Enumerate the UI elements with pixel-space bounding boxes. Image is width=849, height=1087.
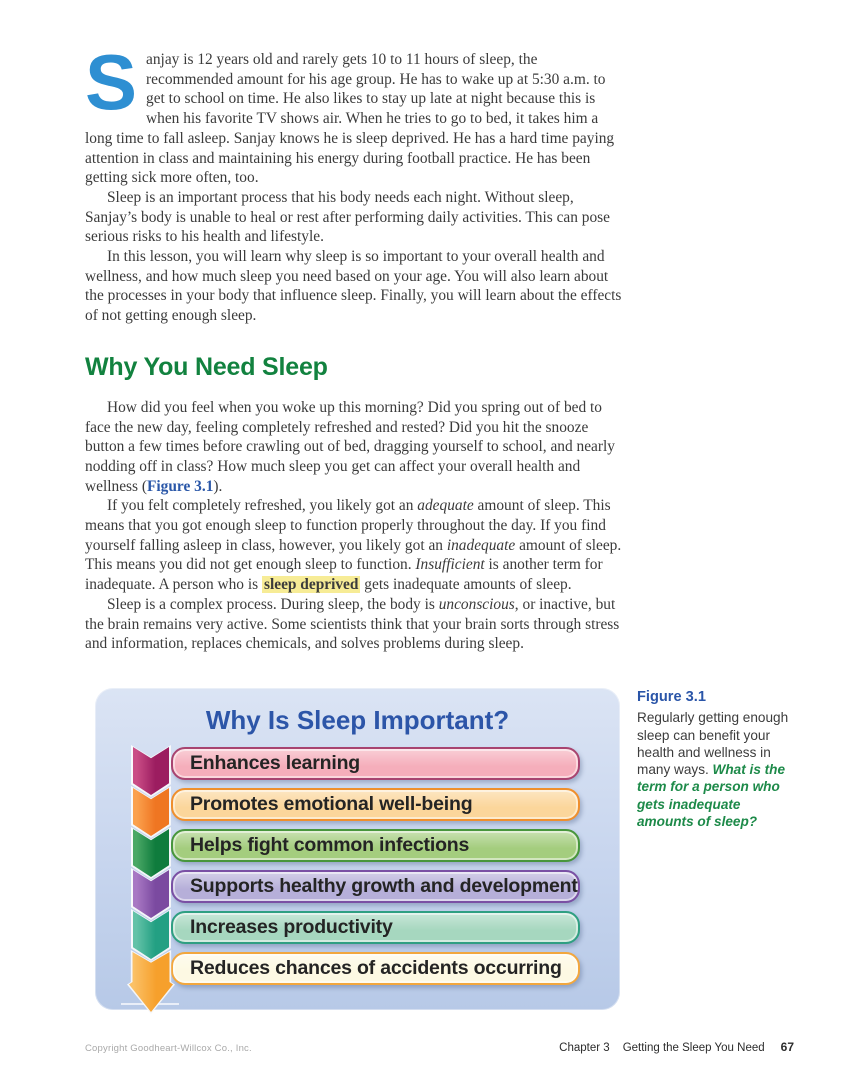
text-segment: amount of sleep. This means that you got enough sleep to function properly throughout the day. If you find yourself falling asleep in class, however, you likely got an (85, 497, 611, 554)
text-segment: How did you feel when you woke up this morning? Did you spring out of bed to face the new day, feeling completely refreshed and rested? Did you hit the snooze button a few times before crawling out of bed, dragging yourself to school, and nearly nodding off in class? How much sleep you get can affect your overall health and wellness ( (85, 398, 615, 495)
paragraph: In this lesson, you will learn why sleep is so important to your overall health and wellness, and how much sleep you need based on your age. You will also learn about the processes in your body that influence sleep. Finally, you will learn about the effects of not getting enough sleep. (85, 248, 622, 325)
text-segment: Sleep is a complex process. During sleep, the body is (107, 595, 439, 613)
chapter-title: Getting the Sleep You Need (622, 1042, 765, 1054)
figure-caption-text: Regularly getting enough sleep can benefit your health and wellness in many ways. (637, 710, 789, 778)
benefit-bar (171, 829, 580, 862)
benefit-label: Supports healthy growth and development (190, 875, 578, 897)
figure-reference-link[interactable]: Figure 3.1 (146, 477, 214, 495)
benefit-row-emotional-wellbeing (171, 788, 580, 821)
benefit-row-fight-infections (171, 829, 580, 862)
text-segment: , or inactive, but the brain remains very active. Some scientists think that your brain sorts through stress and information, replaces chemicals, and solves problems during sleep. (85, 595, 620, 653)
text-segment: Insufficient (415, 556, 485, 574)
benefit-bar (171, 911, 580, 944)
main-text-column (85, 38, 626, 654)
paragraph (85, 595, 626, 654)
benefit-bar (171, 952, 580, 985)
copyright-notice: Copyright Goodheart-Willcox Co., Inc. (85, 1043, 252, 1054)
paragraph (85, 496, 626, 595)
benefit-bar (171, 747, 580, 780)
text-segment: ). (213, 477, 223, 495)
paragraph (85, 398, 626, 497)
page-footer (85, 1040, 794, 1054)
benefit-label: Enhances learning (190, 752, 360, 774)
key-term-highlight: sleep deprived (263, 576, 359, 594)
drop-cap: S (85, 38, 138, 126)
section-heading: Why You Need Sleep (85, 352, 328, 381)
paragraph-text: anjay is 12 years old and rarely gets 10 to 11 hours of sleep, the recommended amount for his age group. He has to wake up at 5:30 a.m. to get to school on time. He also likes to stay up late at night because this is when his favorite TV shows air. When he tries to go to bed, it takes him a long time to fall asleep. Sanjay knows he is sleep deprived. He has a hard time paying attention in class and maintaining his energy during football practice. He has been getting sick more often, too. (85, 51, 615, 187)
benefit-rows (131, 747, 580, 985)
text-segment: unconscious (438, 595, 515, 613)
benefit-row-enhances-learning (171, 747, 580, 780)
chapter-number: Chapter 3 (559, 1042, 610, 1054)
figure-caption-question: What is the term for a person who gets inadequate amounts of sleep? (637, 762, 786, 830)
benefit-bar (171, 870, 580, 903)
text-segment: If you felt completely refreshed, you likely got an (107, 497, 418, 515)
text-segment: is another term for inadequate. A person who is (85, 556, 603, 594)
text-segment: inadequate (446, 536, 516, 554)
figure-caption-label: Figure 3.1 (637, 689, 706, 705)
figure-caption (637, 689, 797, 830)
benefit-label: Reduces chances of accidents occurring (190, 957, 562, 979)
benefit-row-growth-development (171, 870, 580, 903)
page-number: 67 (780, 1040, 794, 1054)
paragraph-intro (85, 38, 626, 188)
benefit-label: Helps fight common infections (190, 834, 470, 856)
benefit-label: Increases productivity (190, 916, 393, 938)
paragraph: Sleep is an important process that his body needs each night. Without sleep, Sanjay’s body is unable to heal or rest after performing daily activities. This can pose serious risks to his health and lifestyle. (85, 188, 610, 246)
benefit-row-fewer-accidents (171, 952, 580, 985)
text-segment: adequate (417, 497, 474, 515)
text-segment: amount of sleep. This means you did not get enough sleep to function. (85, 536, 622, 574)
running-footer (559, 1040, 794, 1054)
benefit-row-productivity (171, 911, 580, 944)
figure-3-1-infographic (95, 688, 620, 1010)
text-segment: gets inadequate amounts of sleep. (360, 576, 572, 594)
figure-title: Why Is Sleep Important? (205, 705, 510, 735)
benefit-label: Promotes emotional well-being (190, 793, 473, 815)
benefit-bar (171, 788, 580, 821)
